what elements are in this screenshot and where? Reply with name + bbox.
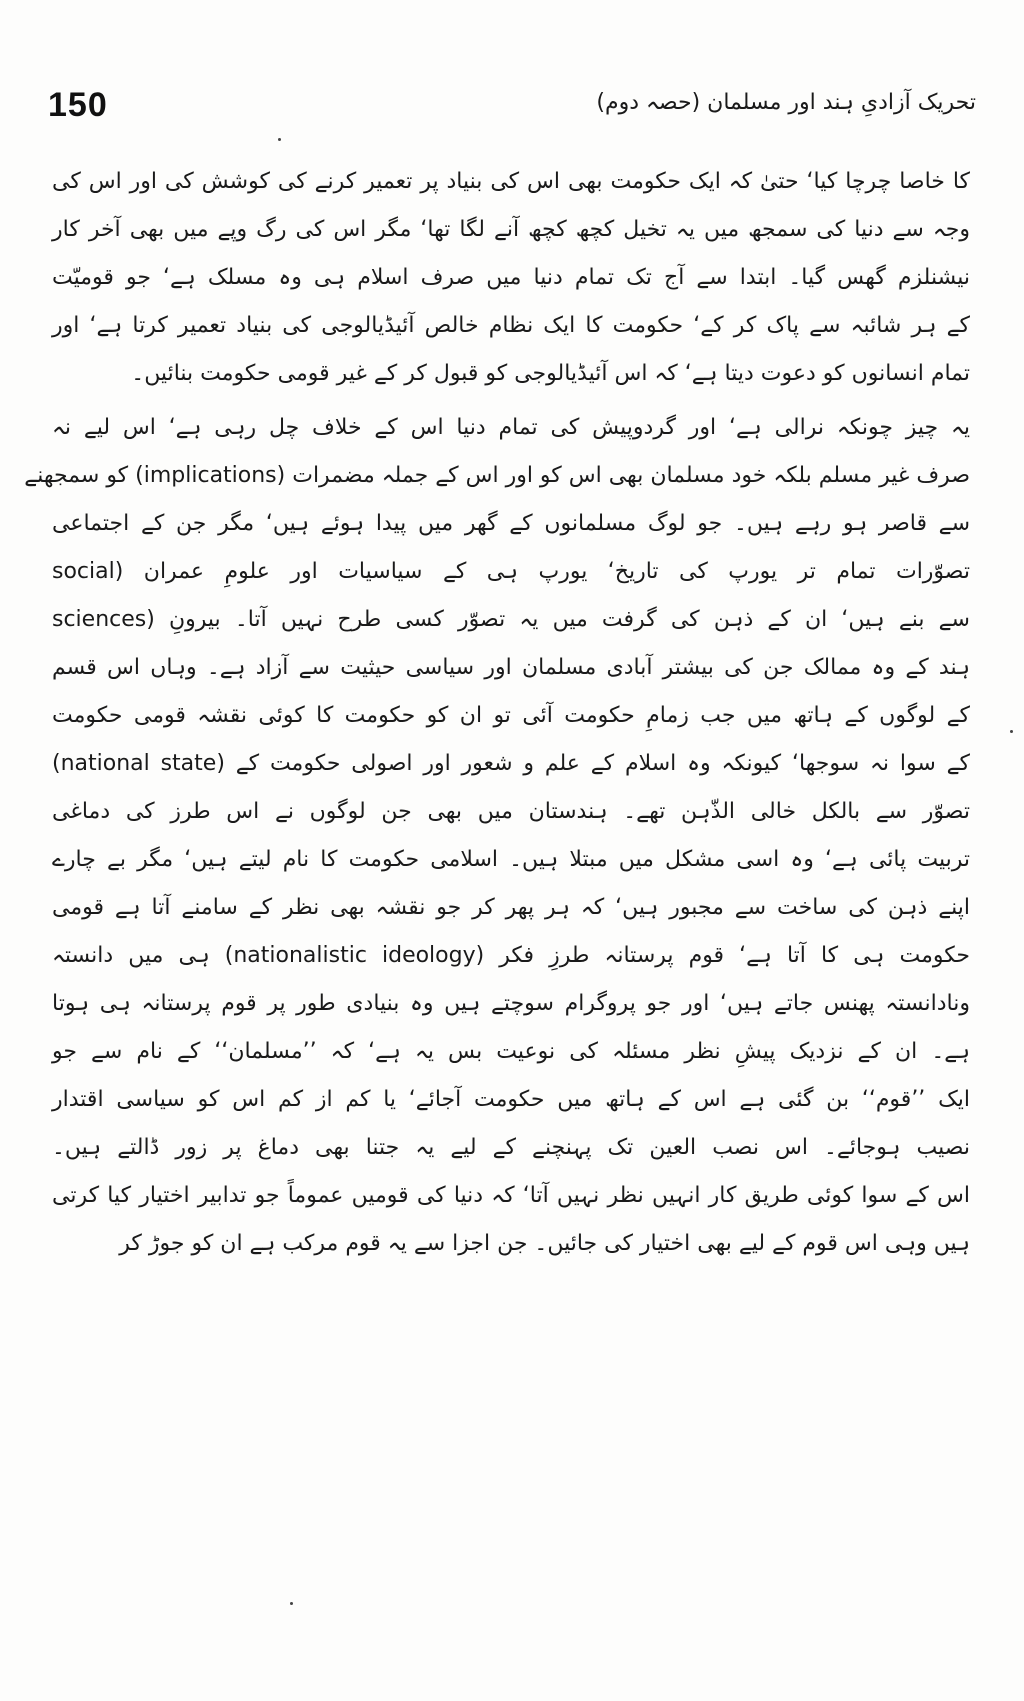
text-line: تربیت پائی ہے‘ وہ اسی مشکل میں مبتلا ہیں۔ اسلامی حکومت کا نام لیتے ہیں‘ مگر بے چارے: [52, 847, 970, 872]
text-line: اس کے سوا کوئی طریق کار انہیں نظر نہیں آتا‘ کہ دنیا کی قومیں عموماً جو تدابیر اختیار کیا کرتی: [52, 1183, 970, 1208]
text-line: ایک ’’قوم‘‘ بن گئی ہے اس کے ہاتھ میں حکومت آجائے‘ یا کم از کم اس کو سیاسی اقتدار: [52, 1087, 970, 1112]
text-line: کے ہر شائبہ سے پاک کر کے‘ حکومت کا ایک نظام خالص آئیڈیالوجی کی بنیاد تعمیر کرتا ہے‘ اور: [52, 313, 970, 338]
text-line: (national state) کے سوا نہ سوجھا‘ کیونکہ وہ اسلام کے علم و شعور اور اصولی حکومت کے: [52, 751, 970, 776]
text-line: sciences) سے بنے ہیں‘ ان کے ذہن کی گرفت میں یہ تصوّر کسی طرح نہیں آتا۔ بیرونِ: [52, 607, 970, 632]
page-number: 150: [48, 86, 108, 124]
text-line: ہیں وہی اس قوم کے لیے بھی اختیار کی جائیں۔ جن اجزا سے یہ قوم مرکب ہے ان کو جوڑ کر: [119, 1231, 970, 1256]
text-line: ہند کے وہ ممالک جن کی بیشتر آبادی مسلمان اور سیاسی حیثیت سے آزاد ہے۔ وہاں اس قسم: [52, 655, 970, 680]
text-line: ونادانستہ پھنس جاتے ہیں‘ اور جو پروگرام سوچتے ہیں وہ بنیادی طور پر قوم پرستانہ ہی ہوتا: [52, 991, 970, 1016]
scan-speck: [1010, 730, 1013, 733]
text-line: وجہ سے دنیا کی سمجھ میں یہ تخیل کچھ کچھ آنے لگا تھا‘ مگر اس کی رگ وپے میں بھی آخر کار: [52, 217, 970, 242]
text-line: کا خاصا چرچا کیا‘ حتیٰ کہ ایک حکومت بھی اس کی بنیاد پر تعمیر کرنے کی کوشش کی اور اس کی: [52, 169, 970, 194]
text-line: یہ چیز چونکہ نرالی ہے‘ اور گردوپیش کی تمام دنیا اس کے خلاف چل رہی ہے‘ اس لیے نہ: [52, 415, 970, 440]
text-line: نصیب ہوجائے۔ اس نصب العین تک پہنچنے کے لیے یہ جتنا بھی دماغ پر زور ڈالتے ہیں۔: [52, 1135, 970, 1160]
text-line: حکومت ہی کا آتا ہے‘ قوم پرستانہ طرزِ فکر (nationalistic ideology) ہی میں دانستہ: [52, 943, 970, 968]
text-line: کے لوگوں کے ہاتھ میں جب زمامِ حکومت آئی تو ان کو حکومت کا کوئی نقشہ قومی حکومت: [52, 703, 970, 728]
scan-speck: [278, 138, 281, 141]
text-line: سے قاصر ہو رہے ہیں۔ جو لوگ مسلمانوں کے گھر میں پیدا ہوئے ہیں‘ مگر جن کے اجتماعی: [52, 511, 970, 536]
text-line: ہے۔ ان کے نزدیک پیشِ نظر مسئلہ کی نوعیت بس یہ ہے‘ کہ ’’مسلمان‘‘ کے نام سے جو: [52, 1039, 970, 1064]
running-title: تحریک آزادیِ ہند اور مسلمان (حصہ دوم): [596, 90, 976, 115]
text-line: صرف غیر مسلم بلکہ خود مسلمان بھی اس کو اور اس کے جملہ مضمرات (implications) کو سمجھنے: [24, 463, 970, 488]
text-line: اپنے ذہن کی ساخت سے مجبور ہیں‘ کہ ہر پھر کر جو نقشہ بھی نظر کے سامنے آتا ہے قومی: [52, 895, 970, 920]
page-header: [48, 86, 976, 136]
body-text: [24, 158, 970, 1268]
text-line: تصوّر سے بالکل خالی الذّہن تھے۔ ہندستان میں بھی جن لوگوں نے اس طرز کی دماغی: [52, 799, 970, 824]
text-line: تصوّرات تمام تر یورپ کی تاریخ‘ یورپ ہی کے سیاسیات اور علومِ عمران (social: [52, 559, 970, 584]
text-line: تمام انسانوں کو دعوت دیتا ہے‘ کہ اس آئیڈیالوجی کو قبول کر کے غیر قومی حکومت بنائیں۔: [131, 361, 970, 386]
scan-speck: [290, 1602, 293, 1605]
text-line: نیشنلزم گھس گیا۔ ابتدا سے آج تک تمام دنیا میں صرف اسلام ہی وہ مسلک ہے‘ جو قومیّت: [52, 265, 970, 290]
